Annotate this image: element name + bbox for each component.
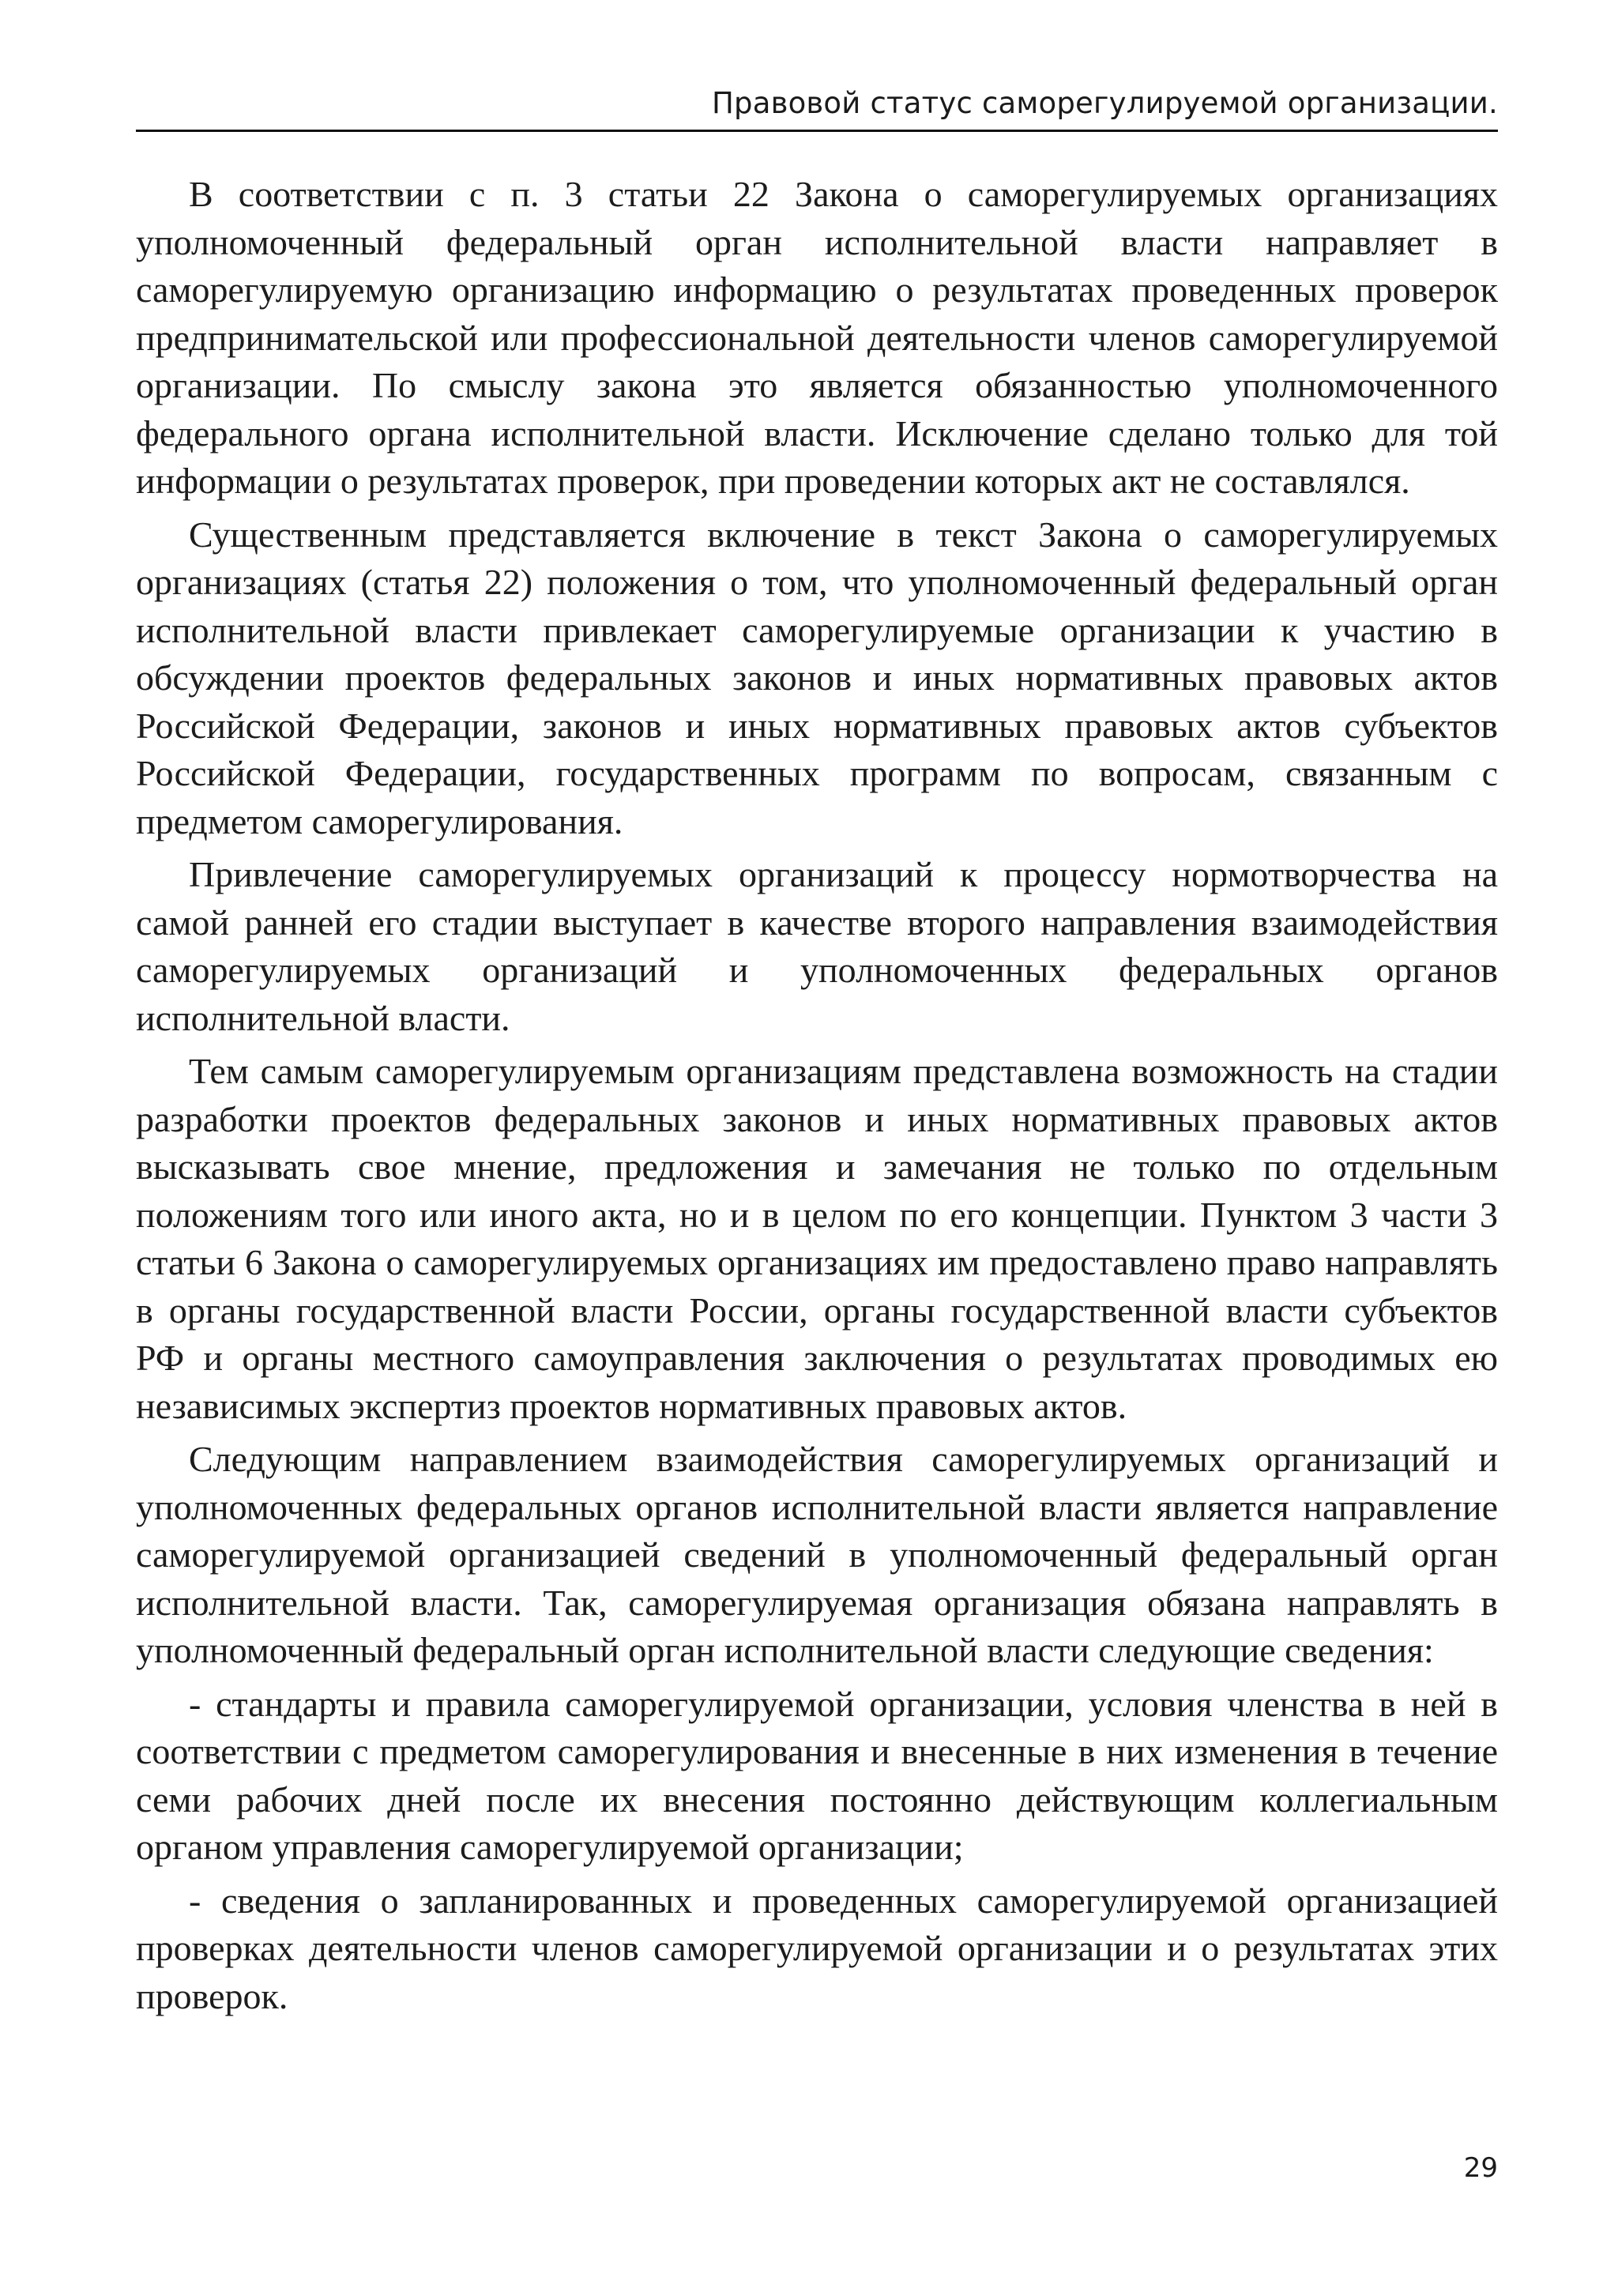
paragraph: Привлечение саморегулируемых организаций к процессу нормотворчества на самой ранней его стадии выступает в качестве второго направления взаимодействия саморегулируемых организаций и уполномоченных федеральных органов исполнительной власти. (136, 854, 1498, 1038)
body-text (136, 171, 1498, 2026)
list-item: - сведения о запланированных и проведенных саморегулируемой организацией проверках деятельности членов саморегулируемой организации и о результатах этих проверок. (136, 1880, 1498, 2016)
list-item: - стандарты и правила саморегулируемой организации, условия членства в ней в соответствии с предметом саморегулирования и внесенные в них изменения в течение семи рабочих дней после их внесения постоянно действующим коллегиальным органом управления саморегулируемой организации; (136, 1683, 1498, 1867)
paragraph: Тем самым саморегулируемым организациям представлена возможность на стадии разработки проектов федеральных законов и иных нормативных правовых актов высказывать свое мнение, предложения и замечания не только по отдельным положениям того или иного акта, но и в целом по его концепции. Пунктом 3 части 3 статьи 6 Закона о саморегулируемых организациях им предоставлено право направлять в органы государственной власти России, органы государственной власти субъектов РФ и органы местного самоуправления заключения о результатах проводимых ею независимых экспертиз проектов нормативных правовых актов. (136, 1051, 1498, 1426)
paragraph: Следующим направлением взаимодействия саморегулируемых организаций и уполномоченных федеральных органов исполнительной власти является направление саморегулируемой организацией сведений в уполномоченный федеральный орган исполнительной власти. Так, саморегулируемая организация обязана направлять в уполномоченный федеральный орган исполнительной власти следующие сведения: (136, 1439, 1498, 1670)
running-header-title: Правовой статус саморегулируемой организации. (711, 86, 1498, 120)
page-number: 29 (1463, 2152, 1498, 2184)
running-header (136, 60, 1498, 132)
paragraph: Существенным представляется включение в текст Закона о саморегулируемых организациях (статья 22) положения о том, что уполномоченный федеральный орган исполнительной власти привлекает саморегулируемые организации к участию в обсуждении проектов федеральных законов и иных нормативных правовых актов Российской Федерации, законов и иных нормативных правовых актов субъектов Российской Федерации, государственных программ по вопросам, связанным с предметом саморегулирования. (136, 514, 1498, 841)
paragraph: В соответствии с п. 3 статьи 22 Закона о саморегулируемых организациях уполномоченный федеральный орган исполнительной власти направляет в саморегулируемую организацию информацию о результатах проведенных проверок предпринимательской или профессиональной деятельности членов саморегулируемой организации. По смыслу закона это является обязанностью уполномоченного федерального органа исполнительной власти. Исключение сделано только для той информации о результатах проверок, при проведении которых акт не составлялся. (136, 174, 1498, 501)
